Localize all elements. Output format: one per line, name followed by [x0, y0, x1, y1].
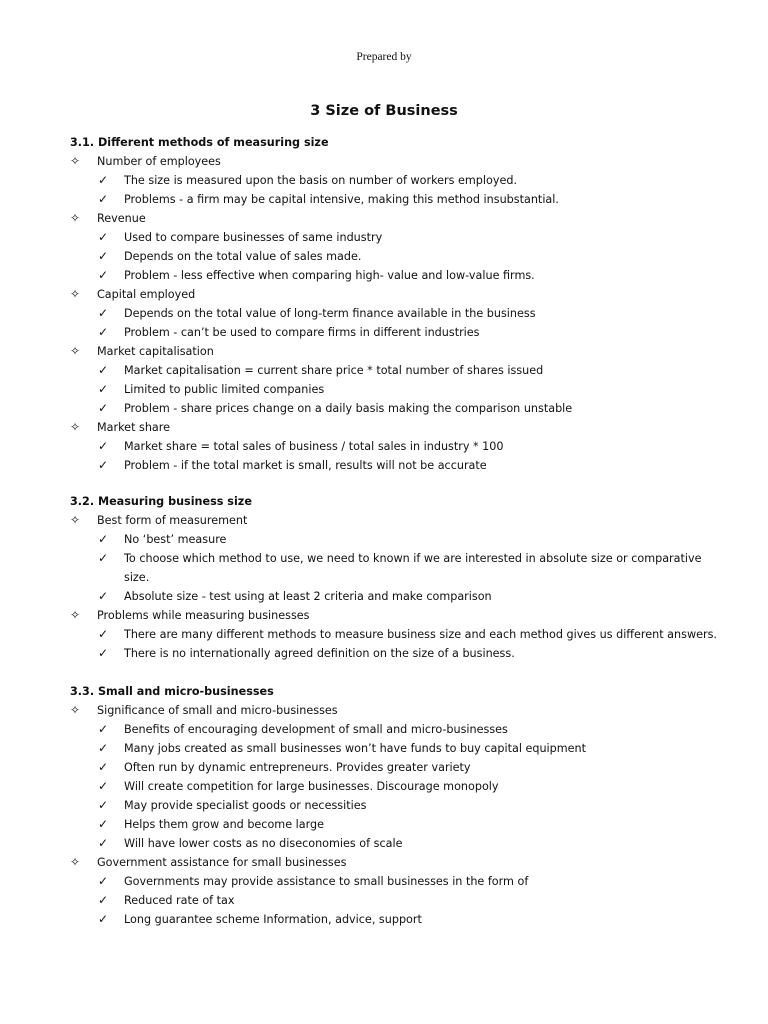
checkmark-bullet-icon: ✓	[98, 268, 109, 282]
checkmark-bullet-icon: ✓	[98, 627, 109, 641]
outline-subitem	[0, 361, 768, 380]
outline-subitem-text: Absolute size - test using at least 2 criteria and make comparison	[124, 590, 492, 603]
diamond-bullet-icon: ✧	[70, 855, 81, 869]
outline-subitem	[0, 380, 768, 399]
checkmark-bullet-icon: ✓	[98, 363, 109, 377]
checkmark-bullet-icon: ✓	[98, 912, 109, 926]
outline-subitem-text: There are many different methods to measure business size and each method gives us different answers.	[124, 628, 717, 641]
outline-subitem-text: Long guarantee scheme Information, advice, support	[124, 913, 422, 926]
outline-subitem	[0, 437, 768, 456]
outline-item	[0, 285, 768, 304]
checkmark-bullet-icon: ✓	[98, 325, 109, 339]
checkmark-bullet-icon: ✓	[98, 382, 109, 396]
diamond-bullet-icon: ✧	[70, 154, 81, 168]
outline-subitem	[0, 247, 768, 266]
outline-item	[0, 511, 768, 530]
section-heading-text: 3.3. Small and micro-businesses	[70, 685, 274, 698]
outline-subitem	[0, 530, 768, 549]
document-title: 3 Size of Business	[310, 103, 458, 119]
checkmark-bullet-icon: ✓	[98, 173, 109, 187]
outline-subitem-text: Governments may provide assistance to small businesses in the form of	[124, 875, 529, 888]
outline-subitem	[0, 872, 768, 891]
outline-subitem	[0, 399, 768, 418]
outline-item	[0, 606, 768, 625]
outline-subitem-text: There is no internationally agreed definition on the size of a business.	[124, 647, 515, 660]
checkmark-bullet-icon: ✓	[98, 192, 109, 206]
outline-subitem	[0, 891, 768, 910]
outline-subitem-text: Depends on the total value of sales made.	[124, 250, 362, 263]
checkmark-bullet-icon: ✓	[98, 779, 109, 793]
outline-item	[0, 209, 768, 228]
outline-subitem-text: Depends on the total value of long-term finance available in the business	[124, 307, 536, 320]
checkmark-bullet-icon: ✓	[98, 401, 109, 415]
diamond-bullet-icon: ✧	[70, 420, 81, 434]
outline-subitem	[0, 190, 768, 209]
outline-subitem-text: Problem - if the total market is small, results will not be accurate	[124, 459, 487, 472]
diamond-bullet-icon: ✧	[70, 608, 81, 622]
checkmark-bullet-icon: ✓	[98, 551, 109, 565]
outline-subitem-text: Problem - share prices change on a daily basis making the comparison unstable	[124, 402, 573, 415]
section-heading-text: 3.2. Measuring business size	[70, 495, 252, 508]
section-heading	[0, 682, 768, 701]
outline-subitem-text: Often run by dynamic entrepreneurs. Provides greater variety	[124, 761, 471, 774]
outline-subitem	[0, 834, 768, 853]
checkmark-bullet-icon: ✓	[98, 836, 109, 850]
outline-item-text: Market share	[97, 421, 171, 434]
diamond-bullet-icon: ✧	[70, 211, 81, 225]
outline-subitem	[0, 587, 768, 606]
outline-subitem-text: Problem - can’t be used to compare firms in different industries	[124, 326, 480, 339]
outline-item	[0, 342, 768, 361]
outline-subitem	[0, 720, 768, 739]
checkmark-bullet-icon: ✓	[98, 760, 109, 774]
outline-item-text: Capital employed	[97, 288, 196, 301]
outline-item-text: Significance of small and micro-businesses	[97, 704, 338, 717]
outline-subitem	[0, 549, 768, 587]
outline-item-text: Government assistance for small businesses	[97, 856, 347, 869]
checkmark-bullet-icon: ✓	[98, 589, 109, 603]
checkmark-bullet-icon: ✓	[98, 874, 109, 888]
checkmark-bullet-icon: ✓	[98, 439, 109, 453]
outline-subitem	[0, 910, 768, 929]
outline-subitem-text: Limited to public limited companies	[124, 383, 325, 396]
section-heading-text: 3.1. Different methods of measuring size	[70, 136, 329, 149]
outline-subitem	[0, 758, 768, 777]
checkmark-bullet-icon: ✓	[98, 741, 109, 755]
checkmark-bullet-icon: ✓	[98, 532, 109, 546]
outline-item-text: Best form of measurement	[97, 514, 248, 527]
checkmark-bullet-icon: ✓	[98, 893, 109, 907]
outline-subitem	[0, 815, 768, 834]
checkmark-bullet-icon: ✓	[98, 249, 109, 263]
outline-subitem	[0, 171, 768, 190]
outline-subitem-text: Market capitalisation = current share price * total number of shares issued	[124, 364, 544, 377]
section-heading	[0, 492, 768, 511]
outline-subitem-text: Many jobs created as small businesses won’t have funds to buy capital equipment	[124, 742, 587, 755]
outline-item	[0, 853, 768, 872]
outline-subitem	[0, 739, 768, 758]
checkmark-bullet-icon: ✓	[98, 646, 109, 660]
outline-item-text: Problems while measuring businesses	[97, 609, 310, 622]
outline-subitem-text: Will create competition for large businesses. Discourage monopoly	[124, 780, 499, 793]
page-header: Prepared by	[356, 51, 412, 63]
outline-subitem-text: Reduced rate of tax	[124, 894, 235, 907]
checkmark-bullet-icon: ✓	[98, 722, 109, 736]
checkmark-bullet-icon: ✓	[98, 817, 109, 831]
checkmark-bullet-icon: ✓	[98, 798, 109, 812]
checkmark-bullet-icon: ✓	[98, 230, 109, 244]
outline-subitem	[0, 323, 768, 342]
outline-subitem	[0, 266, 768, 285]
outline-subitem-text: Will have lower costs as no diseconomies of scale	[124, 837, 403, 850]
outline-item	[0, 418, 768, 437]
checkmark-bullet-icon: ✓	[98, 458, 109, 472]
diamond-bullet-icon: ✧	[70, 513, 81, 527]
diamond-bullet-icon: ✧	[70, 703, 81, 717]
outline-item-text: Market capitalisation	[97, 345, 214, 358]
outline-item-text: Revenue	[97, 212, 146, 225]
outline-subitem-text: Used to compare businesses of same industry	[124, 231, 383, 244]
outline-subitem-text: Benefits of encouraging development of small and micro-businesses	[124, 723, 508, 736]
outline-subitem-text: Helps them grow and become large	[124, 818, 324, 831]
outline-subitem	[0, 456, 768, 475]
outline-subitem-text: Problem - less effective when comparing high- value and low-value firms.	[124, 269, 535, 282]
outline-subitem	[0, 304, 768, 323]
outline-subitem-text: May provide specialist goods or necessities	[124, 799, 367, 812]
outline-subitem	[0, 796, 768, 815]
outline-subitem	[0, 625, 768, 644]
outline-subitem-text: Market share = total sales of business / total sales in industry * 100	[124, 440, 504, 453]
outline-item-text: Number of employees	[97, 155, 221, 168]
outline-subitem	[0, 644, 768, 663]
diamond-bullet-icon: ✧	[70, 287, 81, 301]
outline-subitem	[0, 777, 768, 796]
checkmark-bullet-icon: ✓	[98, 306, 109, 320]
outline-subitem-text: No ‘best’ measure	[124, 533, 227, 546]
section-heading	[0, 133, 768, 152]
outline-subitem-text: Problems - a firm may be capital intensive, making this method insubstantial.	[124, 193, 559, 206]
outline-item	[0, 701, 768, 720]
outline-subitem-text: To choose which method to use, we need to known if we are interested in absolute size or comparative size.	[124, 552, 702, 584]
outline-subitem-text: The size is measured upon the basis on number of workers employed.	[124, 174, 518, 187]
diamond-bullet-icon: ✧	[70, 344, 81, 358]
outline-subitem	[0, 228, 768, 247]
outline-item	[0, 152, 768, 171]
